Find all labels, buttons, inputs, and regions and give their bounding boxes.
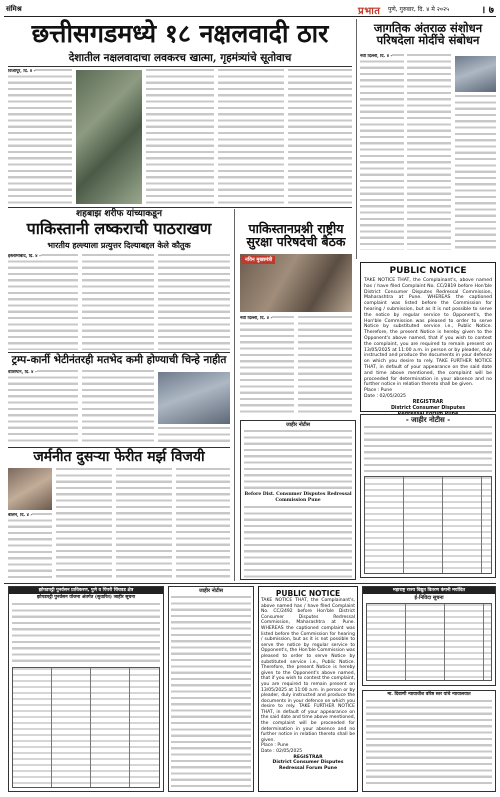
civil-court-text	[366, 700, 492, 788]
divider	[4, 583, 496, 584]
public-notice-top	[360, 262, 496, 417]
public-notice-bottom-title: PUBLIC NOTICE	[275, 589, 341, 598]
divider	[8, 352, 230, 353]
german-dateline: बर्लिन, दि. ४ -	[8, 513, 33, 518]
public-notice-body: TAKE NOTICE THAT, the Complainant's, above named has / have filed Complaint No. CC/2819 before Hon'ble District Consumer Disputes Redressal Commission, Maharashtra at Pune. WHEREAS the captioned complaint was listed before the Commission for hearing / submission, but as it is not possible to serve the notice by regular service to Opponent's, the Hon'ble Commission was pleased to order to serve Notice by substituted service i.e., Public Notice. Therefore, the present Notice is hereby given to the Opponent's above named, that if you wish to contest the complaint, you are required to remain present on 13/05/2025 at 11:00 a.m. in person or by pleader, duly instructed and produce the documents in your defence on which you desire to rely. TAKE FURTHER NOTICE THAT, in default of your appearance on the said date and time above mentioned, the complaint will be proceeded for determination in your absence and no further notice in relation thereto shall be given.	[364, 278, 492, 388]
issue-date: पुणे, गुरुवार, दि. ४ मे २०२५	[388, 6, 450, 13]
mseb-notice-head: महाराष्ट्र राज्य विद्युत वितरण कंपनी मर्यादित	[363, 587, 495, 594]
public-notice-bottom-place: Place : Pune	[261, 743, 289, 749]
pak-kicker: शहबाझ शरीफ यांच्याकडून	[76, 209, 162, 219]
german-story-col1	[8, 513, 52, 579]
main-subhead: देशातील नक्षलवादाचा लवकरच खात्मा, गृहमंत्र्यांचे सूतोवाच	[68, 52, 292, 64]
jahir-notice-bottom-text	[171, 596, 251, 788]
main-dateline: विजापूर, दि. ४ -	[8, 69, 36, 74]
sra-notice-head: झोपडपट्टी पुनर्वसन प्राधिकरण, पुणे व पिंपरी चिंचवड क्षेत्र	[9, 587, 163, 594]
modi-headline[interactable]: जागतिक अंतराळ संशोधन परिषदेला मोदींचे संबोधन	[373, 21, 483, 48]
column-divider	[234, 209, 235, 581]
divider	[8, 66, 352, 67]
trump-headline[interactable]: ट्रम्प-कार्नी भेटीनंतरही मतभेद कमी होण्याची चिन्हे नाहीत	[11, 354, 227, 366]
modi-story-col1	[360, 54, 404, 250]
tender-title: ई-निविदा सूचना	[414, 595, 444, 601]
public-notice-bottom-body: TAKE NOTICE THAT, the Complainant's, above named has / have filed Complaint No. CC/2492 before Hon'ble District Consumer Disputes Redressal Commission, Maharashtra at Pune. WHEREAS the captioned complaint was listed before the Commission for hearing / submission, but as it is not possible to serve the notice by regular service to Opponent's, the Hon'ble Commission was pleased to order to serve Notice by substituted service i.e., Public Notice. Therefore, the present Notice is hereby given to the Opponent's above named, that if you wish to contest the complaint, you are required to remain present on 13/05/2025 at 11:00 a.m. in person or by pleader, duly instructed and produce the documents in your defence on which you desire to rely. TAKE FURTHER NOTICE THAT, in default of your appearance on the said date and time above mentioned, the complaint will be proceeded for determination in your absence and no further notice in relation thereto shall be given.	[261, 598, 355, 743]
page-header	[4, 3, 496, 17]
public-notice-sign: District Consumer Disputes	[390, 405, 466, 411]
public-notice-bottom-sign: District Consumer Disputes	[272, 760, 344, 766]
divider	[8, 207, 352, 208]
main-story-col2	[146, 69, 214, 205]
public-notice-place: Place : Pune	[364, 388, 393, 394]
main-headline[interactable]: छत्तीसगडमध्ये १८ नक्षलवादी ठार	[31, 19, 329, 48]
section-label: संमिश्र	[6, 4, 22, 13]
jahir-notice-text	[364, 426, 492, 472]
modi-story-col2	[407, 54, 451, 250]
security-story-col2	[298, 316, 352, 416]
jahir-notice-mid-text	[244, 430, 352, 490]
trump-photo	[158, 372, 230, 424]
jahir-notice-mid-title: जाहीर नोटीस	[285, 422, 310, 428]
sra-notice-text	[12, 603, 160, 663]
jahir-notice-table	[364, 476, 492, 574]
newspaper-logo[interactable]: प्रभात	[358, 6, 381, 17]
merz-photo	[8, 468, 52, 510]
page-number: । ७	[481, 5, 494, 16]
divider	[8, 447, 230, 448]
column-divider	[356, 19, 357, 259]
consumer-box-text	[244, 506, 352, 578]
public-notice-bottom-date: Date : 02/05/2025	[261, 749, 303, 755]
civil-court-title: मा. दिवाणी न्यायाधीश वरिष्ठ स्तर यांचे न्यायालयात	[387, 692, 471, 697]
kicker-tag: नविन मुख्यमंत्री	[242, 256, 275, 264]
pak-subhead: भारतीय हल्ल्याला प्रत्युत्तर दिल्याबद्दल केले कौतुक	[47, 240, 191, 250]
main-story-col3	[218, 69, 284, 205]
german-story-col3	[116, 468, 172, 579]
pak-story-col2	[82, 254, 154, 350]
security-story-col1	[240, 316, 294, 416]
jahir-notice-title: - जाहीर नोटीस -	[405, 415, 451, 424]
modi-dateline: नवी दिल्ली, दि. ४ -	[360, 54, 393, 59]
german-story-col4	[176, 468, 230, 579]
security-dateline: नवी दिल्ली, दि. ४ -	[240, 316, 273, 321]
public-notice-bottom-sign: REGISTRAR	[293, 754, 323, 760]
consumer-box-title: Before Dist. Consumer Disputes Redressal Commission Pune	[244, 492, 352, 503]
public-notice-sign: REGISTRAR	[412, 399, 444, 405]
public-notice-bottom-sign: Redressal Forum Pune	[278, 765, 338, 771]
pak-story-col1	[8, 254, 78, 350]
modi-story-col3	[455, 95, 496, 250]
pak-story-col3	[158, 254, 230, 350]
modi-photo	[455, 56, 496, 92]
german-headline[interactable]: जर्मनीत दुसऱ्या फेरीत मर्झ विजयी	[33, 449, 205, 465]
main-story-photo	[76, 70, 142, 204]
trump-photo-caption	[158, 427, 230, 443]
main-story-col4	[288, 69, 352, 205]
public-notice-date: Date : 02/05/2025	[364, 393, 406, 399]
trump-story-col1	[8, 370, 78, 444]
public-notice-title: PUBLIC NOTICE	[389, 266, 467, 276]
tender-table	[366, 603, 492, 681]
pak-headline[interactable]: पाकिस्तानी लष्कराची पाठराखण	[26, 219, 212, 238]
sra-notice-sub: झोपडपट्टी पुनर्वसन योजना अंतर्गत (सुधारित) जाहीर सूचना	[36, 595, 136, 600]
pak-dateline: इस्लामाबाद, दि. ४ -	[8, 254, 41, 259]
german-story-col2	[56, 468, 112, 579]
security-headline[interactable]: पाकिस्तानप्रश्नी राष्ट्रीय सुरक्षा परिषदेची बैठक	[246, 221, 346, 250]
jahir-notice-bottom-title: जाहीर नोटीस	[198, 588, 223, 594]
trump-story-col2	[82, 370, 154, 444]
trump-dateline: वॉशिंग्टन, दि. ४ -	[8, 370, 37, 375]
main-story-col1	[8, 69, 72, 205]
sra-notice-table	[12, 667, 160, 788]
public-notice-sign: Redressal Forum Pune	[397, 411, 459, 417]
public-notice-bottom	[258, 586, 358, 792]
